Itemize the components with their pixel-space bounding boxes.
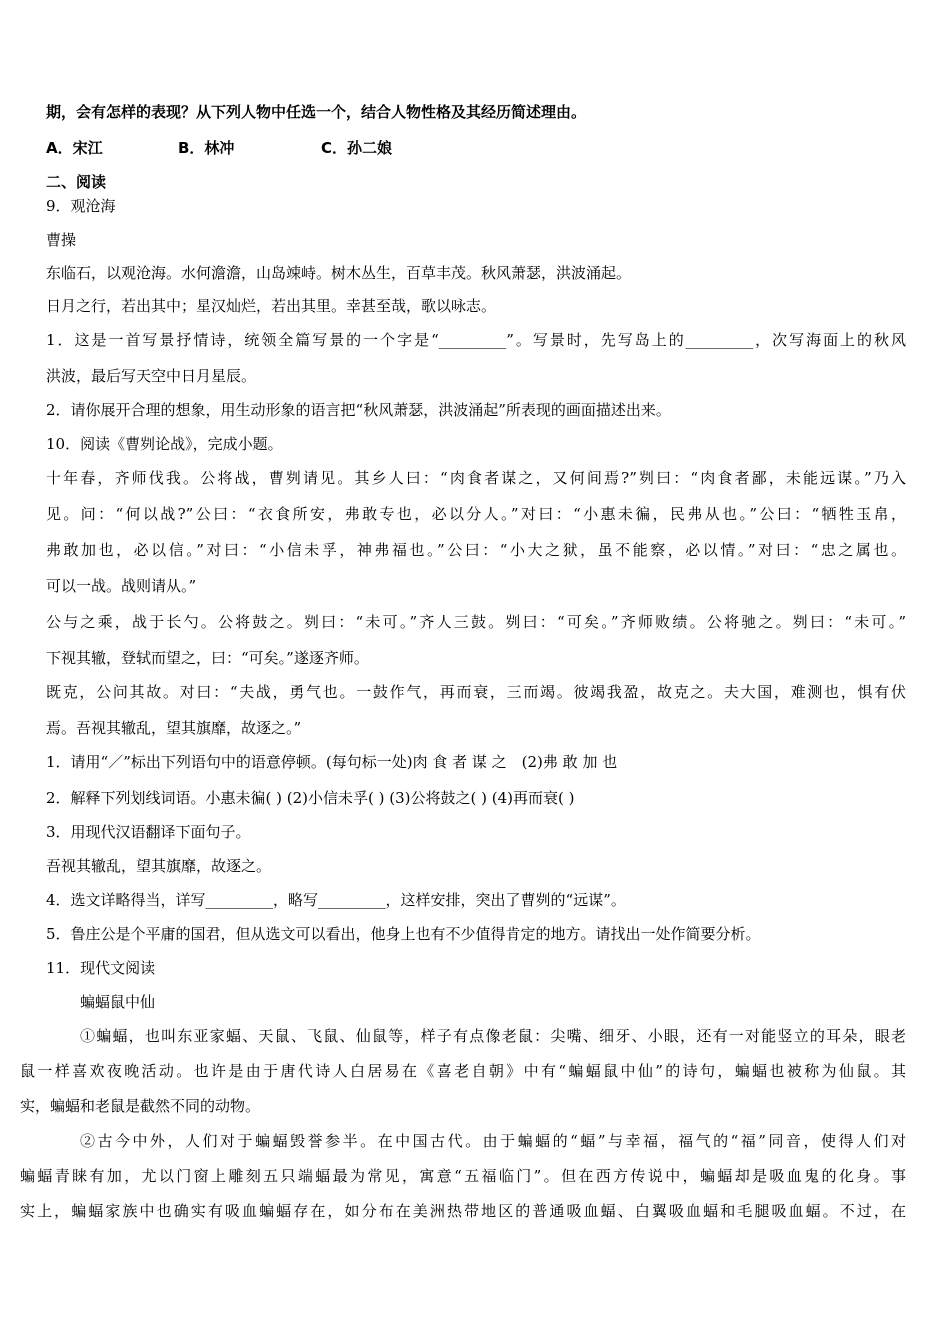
q11-p2-line-3: 实上，蝙蝠家族中也确实有吸血蝙蝠存在，如分布在美洲热带地区的普通吸血蝠、白翼吸血蝠和毛腿吸血蝠。不过，在 <box>20 1202 906 1220</box>
option-c: C．孙二娘 <box>321 139 393 157</box>
q10-text-line-1: 十年春，齐师伐我。公将战，曹刿请见。其乡人曰：“肉食者谋之，又何间焉?”刿曰：“肉食者鄙，未能远谋。”乃入 <box>46 469 906 487</box>
q10-sub1: 1．请用“／”标出下列语句中的语意停顿。(每句标一处)肉 食 者 谋 之 (2)弗 敢 加 也 <box>46 753 618 771</box>
q10-text-line-4: 可以一战。战则请从。” <box>46 577 197 595</box>
q9-poem-line-1: 东临石，以观沧海。水何澹澹，山岛竦峙。树木丛生，百草丰茂。秋风萧瑟，洪波涌起。 <box>46 264 632 282</box>
q9-sub2: 2．请你展开合理的想象，用生动形象的语言把“秋风萧瑟，洪波涌起”所表现的画面描述出来。 <box>46 401 671 419</box>
q10-sub4: 4．选文详略得当，详写_________，略写_________，这样安排，突出了曹刿的“远谋”。 <box>46 891 626 909</box>
q11-p1-line-1: ①蝙蝠，也叫东亚家蝠、天鼠、飞鼠、仙鼠等，样子有点像老鼠：尖嘴、细牙、小眼，还有一对能竖立的耳朵，眼老 <box>80 1027 906 1045</box>
section-heading: 二、阅读 <box>46 173 107 191</box>
q11-p1-line-3: 实，蝙蝠和老鼠是截然不同的动物。 <box>20 1097 261 1115</box>
q11-title: 11．现代文阅读 <box>46 959 156 977</box>
q11-article-title: 蝙蝠鼠中仙 <box>80 993 156 1011</box>
q10-text-line-6: 下视其辙，登轼而望之，曰：“可矣。”遂逐齐师。 <box>46 649 369 667</box>
q9-author: 曹操 <box>46 231 77 249</box>
q10-sub2: 2．解释下列划线词语。小惠未徧( ) (2)小信未孚( ) (3)公将鼓之( ) (4)再而衰( ) <box>46 789 575 807</box>
q9-sub1-line-1: 1．这是一首写景抒情诗，统领全篇写景的一个字是“_________”。写景时，先写岛上的_________，次写海面上的秋风 <box>46 331 906 349</box>
q11-p2-line-1: ②古今中外，人们对于蝙蝠毁誉参半。在中国古代。由于蝙蝠的“蝠”与幸福，福气的“福”同音，使得人们对 <box>80 1132 906 1150</box>
option-b: B．林冲 <box>178 139 235 157</box>
q10-sub3: 3．用现代汉语翻译下面句子。 <box>46 823 251 841</box>
q10-text-line-5: 公与之乘，战于长勺。公将鼓之。刿曰：“未可。”齐人三鼓。刿曰：“可矣。”齐师败绩。公将驰之。刿曰：“未可。” <box>46 613 906 631</box>
q9-title: 9．观沧海 <box>46 197 116 215</box>
option-a: A．宋江 <box>46 139 103 157</box>
options-row <box>46 138 392 158</box>
q9-poem-line-2: 日月之行，若出其中；星汉灿烂，若出其里。幸甚至哉，歌以咏志。 <box>46 297 497 315</box>
q10-sub5: 5．鲁庄公是个平庸的国君，但从选文可以看出，他身上也有不少值得肯定的地方。请找出一处作简要分析。 <box>46 925 761 943</box>
q10-text-line-3: 弗敢加也，必以信。”对曰：“小信未孚，神弗福也。”公曰：“小大之狱，虽不能察，必以情。”对曰：“忠之属也。 <box>46 541 906 559</box>
q10-text-line-2: 见。问：“何以战?”公曰：“衣食所安，弗敢专也，必以分人。”对曰：“小惠未徧，民弗从也。”公曰：“牺牲玉帛， <box>46 505 906 523</box>
question-tail: 期，会有怎样的表现？从下列人物中任选一个，结合人物性格及其经历简述理由。 <box>46 103 587 121</box>
q9-sub1-line-2: 洪波，最后写天空中日月星辰。 <box>46 367 257 385</box>
q10-title: 10．阅读《曹刿论战》，完成小题。 <box>46 435 283 453</box>
q10-text-line-8: 焉。吾视其辙乱，望其旗靡，故逐之。” <box>46 719 302 737</box>
q11-p1-line-2: 鼠一样喜欢夜晚活动。也许是由于唐代诗人白居易在《喜老自朝》中有“蝙蝠鼠中仙”的诗句，蝙蝠也被称为仙鼠。其 <box>20 1062 906 1080</box>
q10-text-line-7: 既克，公问其故。对曰：“夫战，勇气也。一鼓作气，再而衰，三而竭。彼竭我盈，故克之。夫大国，难测也，惧有伏 <box>46 683 906 701</box>
q11-p2-line-2: 蝙蝠青睐有加，尤以门窗上雕刻五只端蝠最为常见，寓意“五福临门”。但在西方传说中，蝙蝠却是吸血鬼的化身。事 <box>20 1167 906 1185</box>
q10-sub3-sentence: 吾视其辙乱，望其旗靡，故逐之。 <box>46 857 272 875</box>
